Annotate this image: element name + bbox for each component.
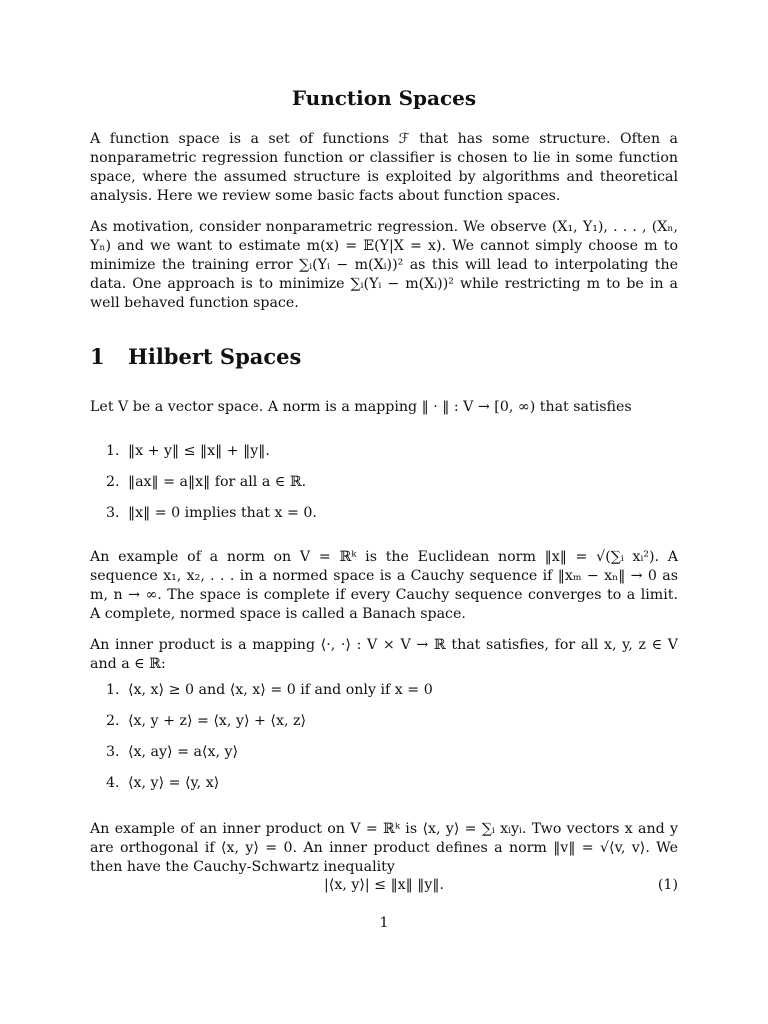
list-item-text: ‖x + y‖ ≤ ‖x‖ + ‖y‖. [128, 443, 270, 459]
list-item-text: ‖x‖ = 0 implies that x = 0. [128, 505, 317, 521]
list-item-text: ⟨x, x⟩ ≥ 0 and ⟨x, x⟩ = 0 if and only if x = 0 [128, 682, 433, 698]
list-item [106, 681, 666, 700]
list-item-number: 2. [106, 713, 120, 729]
list-item [106, 442, 666, 461]
page-title: Function Spaces [291, 86, 477, 110]
list-item-text: ‖ax‖ = a‖x‖ for all a ∈ ℝ. [128, 474, 307, 490]
section-number: 1 [90, 344, 105, 369]
list-item [106, 774, 666, 793]
page-number: 1 [379, 915, 389, 931]
equation-number: (1) [657, 877, 678, 893]
intro-paragraph-1: A function space is a set of functions ℱ that has some structure. Often a nonparametric regression function or classifier is chosen to lie in some function space, where the assumed structure is exploited by algorithms and theoretical analysis. Here we review some basic facts about function spaces. [90, 131, 678, 204]
inner-product-intro-paragraph: An inner product is a mapping ⟨·, ·⟩ : V × V → ℝ that satisfies, for all x, y, z ∈ V and a ∈ ℝ: [90, 637, 678, 672]
list-item [106, 712, 666, 731]
list-item-number: 4. [106, 775, 120, 791]
list-item-number: 3. [106, 744, 120, 760]
list-item-text: ⟨x, y⟩ = ⟨y, x⟩ [128, 775, 220, 791]
norm-intro-paragraph: Let V be a vector space. A norm is a mapping ‖ · ‖ : V → [0, ∞) that satisfies [90, 399, 632, 415]
list-item [106, 473, 666, 492]
list-item-number: 2. [106, 474, 120, 490]
intro-paragraph-2: As motivation, consider nonparametric regression. We observe (X₁, Y₁), . . . , (Xₙ, Yₙ) and we want to estimate m(x) = 𝔼(Y|X = x). We cannot simply choose m to minimize the training error ∑ᵢ(Yᵢ − m(Xᵢ))² as this will lead to interpolating the data. One approach is to minimize ∑ᵢ(Yᵢ − m(Xᵢ))² while restricting m to be in a well behaved function space. [90, 219, 678, 311]
section-title: Hilbert Spaces [128, 344, 302, 369]
list-item-number: 1. [106, 682, 120, 698]
inner-product-properties-list [106, 681, 666, 793]
list-item-text: ⟨x, y + z⟩ = ⟨x, y⟩ + ⟨x, z⟩ [128, 713, 306, 729]
norm-properties-list [106, 442, 666, 523]
list-item-number: 1. [106, 443, 120, 459]
section-heading [90, 344, 301, 369]
list-item-number: 3. [106, 505, 120, 521]
list-item-text: ⟨x, ay⟩ = a⟨x, y⟩ [128, 744, 239, 760]
cauchy-schwartz-equation: |⟨x, y⟩| ≤ ‖x‖ ‖y‖. [324, 877, 444, 893]
inner-product-example-paragraph: An example of an inner product on V = ℝᵏ is ⟨x, y⟩ = ∑ᵢ xᵢyᵢ. Two vectors x and y are orthogonal if ⟨x, y⟩ = 0. An inner product defines a norm ‖v‖ = √⟨v, v⟩. We then have the Cauchy-Schwartz inequality [90, 821, 678, 875]
norm-example-paragraph: An example of a norm on V = ℝᵏ is the Euclidean norm ‖x‖ = √(∑ᵢ xᵢ²). A sequence x₁, x₂, . . . in a normed space is a Cauchy sequence if ‖xₘ − xₙ‖ → 0 as m, n → ∞. The space is complete if every Cauchy sequence converges to a limit. A complete, normed space is called a Banach space. [90, 549, 678, 622]
list-item [106, 504, 666, 523]
list-item [106, 743, 666, 762]
